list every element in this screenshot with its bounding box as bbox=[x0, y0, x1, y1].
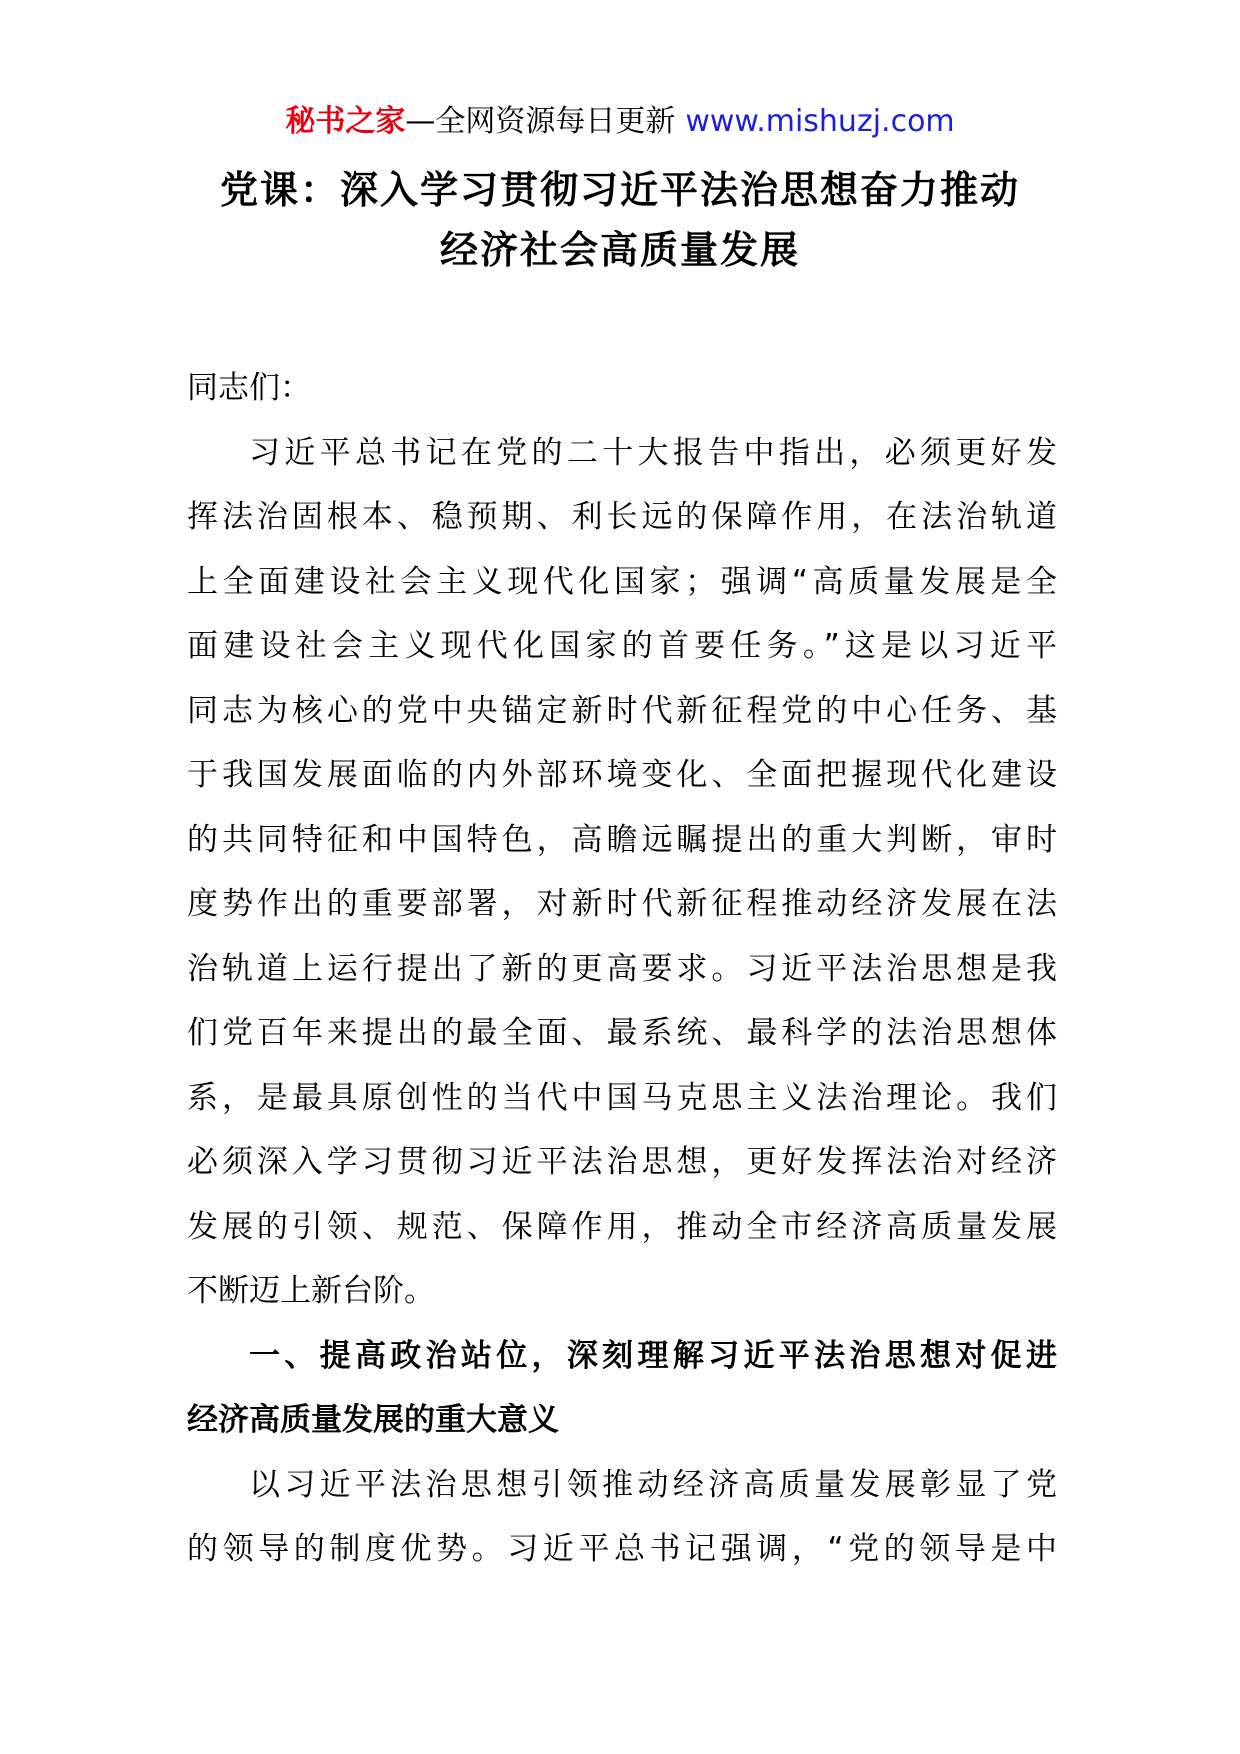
paragraph-line: 不断迈上新台阶。 bbox=[187, 1273, 435, 1309]
paragraph-line: 面建设社会主义现代化国家的首要任务。”这是以习近平 bbox=[187, 628, 1057, 664]
paragraph-line: 的共同特征和中国特色，高瞻远瞩提出的重大判断，审时 bbox=[187, 821, 1057, 858]
paragraph-line: 发展的引领、规范、保障作用，推动全市经济高质量发展 bbox=[187, 1208, 1057, 1245]
paragraph-line: 挥法治固根本、稳预期、利长远的保障作用，在法治轨道 bbox=[187, 499, 1057, 535]
site-tagline: —全网资源每日更新 bbox=[405, 104, 676, 139]
paragraph-line: 的领导的制度优势。习近平总书记强调，“党的领导是中 bbox=[187, 1531, 1057, 1567]
document-title bbox=[150, 160, 1090, 280]
paragraph-intro bbox=[187, 421, 1057, 1324]
paragraph-line: 度势作出的重要部署，对新时代新征程推动经济发展在法 bbox=[187, 886, 1057, 922]
paragraph-line: 同志为核心的党中央锚定新时代新征程党的中心任务、基 bbox=[187, 692, 1057, 729]
paragraph-line: 上全面建设社会主义现代化国家；强调“高质量发展是全 bbox=[187, 563, 1057, 600]
document-body bbox=[187, 356, 1057, 1582]
section-heading-1 bbox=[187, 1324, 1057, 1453]
paragraph-line: 治轨道上运行提出了新的更高要求。习近平法治思想是我 bbox=[187, 950, 1057, 987]
title-line: 经济社会高质量发展 bbox=[439, 228, 800, 272]
title-line: 党课：深入学习贯彻习近平法治思想奋力推动 bbox=[219, 168, 1020, 212]
site-brand: 秘书之家 bbox=[285, 104, 406, 139]
salutation: 同志们： bbox=[187, 370, 311, 406]
heading-line: 经济高质量发展的重大意义 bbox=[187, 1402, 559, 1438]
paragraph-line: 必须深入学习贯彻习近平法治思想，更好发挥法治对经济 bbox=[187, 1144, 1057, 1180]
paragraph-line: 习近平总书记在党的二十大报告中指出，必须更好发 bbox=[249, 434, 1057, 471]
paragraph-line: 于我国发展面临的内外部环境变化、全面把握现代化建设 bbox=[187, 757, 1057, 793]
paragraph-section-1 bbox=[187, 1453, 1057, 1582]
paragraph-line: 以习近平法治思想引领推动经济高质量发展彰显了党 bbox=[249, 1466, 1057, 1503]
site-header bbox=[0, 100, 1240, 144]
paragraph-line: 系，是最具原创性的当代中国马克思主义法治理论。我们 bbox=[187, 1079, 1057, 1116]
site-url-link[interactable]: www.mishuzj.com bbox=[685, 104, 955, 139]
heading-line: 一、提高政治站位，深刻理解习近平法治思想对促进 bbox=[249, 1337, 1057, 1374]
paragraph-line: 们党百年来提出的最全面、最系统、最科学的法治思想体 bbox=[187, 1015, 1057, 1051]
